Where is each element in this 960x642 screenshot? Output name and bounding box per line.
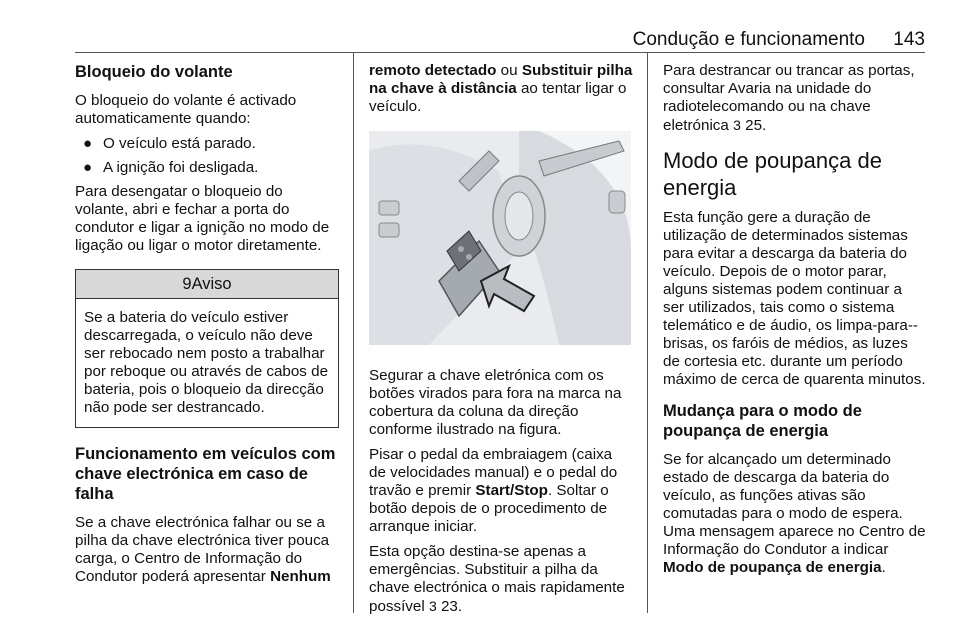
paragraph: Para desengatar o bloqueio do volante, abri e fechar a porta do condutor e ligar a ignição no modo de ligação ou ligar o motor diretamente. xyxy=(75,183,330,254)
bullet-icon: ● xyxy=(83,135,93,152)
list-item: ● A ignição foi desligada. xyxy=(83,159,259,176)
list-item: ● O veículo está parado. xyxy=(83,135,256,152)
page-reference[interactable]: 23. xyxy=(440,598,463,615)
paragraph: Para destrancar ou trancar as portas, consultar Avaria na unidade do radiotelecomando ou na chave eletrónica 3 25. xyxy=(663,62,915,134)
heading-steering-lock: Bloqueio do volante xyxy=(75,63,233,81)
column-divider-1 xyxy=(353,53,354,613)
column-3 xyxy=(663,62,927,584)
header-rule xyxy=(75,52,925,53)
page-reference-icon: 3 xyxy=(733,117,741,133)
page-header xyxy=(75,29,925,51)
paragraph: O bloqueio do volante é activado automaticamente quando: xyxy=(75,92,297,127)
heading-energy-saving-mode: Modo de poupança de energia xyxy=(663,148,882,200)
warning-title: Aviso xyxy=(191,275,232,293)
page-reference-icon: 3 xyxy=(428,598,437,614)
paragraph: Segurar a chave eletrónica com os botões virados para fora na marca na cobertura da coluna da direção conforme ilustrado na figura. xyxy=(369,367,622,438)
column-divider-2 xyxy=(647,53,648,613)
page-number: 143 xyxy=(893,29,925,50)
section-title: Condução e funcionamento xyxy=(632,29,865,50)
paragraph: remoto detectado ou Substituir pilha na chave à distância ao tentar ligar o veículo. xyxy=(369,62,633,115)
warning-header xyxy=(76,270,338,299)
warning-icon: 9 xyxy=(182,275,192,293)
paragraph: Esta opção destina-se apenas a emergências. Substituir a pilha da chave electrónica o mais rapidamente possível 3 23. xyxy=(369,543,625,615)
column-1 xyxy=(75,62,339,593)
heading-switch-energy-saving: Mudança para o modo de poupança de energia xyxy=(663,402,862,440)
page-reference[interactable]: 25. xyxy=(745,117,767,134)
bullet-list xyxy=(75,135,339,177)
paragraph: Se for alcançado um determinado estado de descarga da bateria do veículo, as funções ativas são comutadas para o modo de espera. Uma mensagem aparece no Centro de Informação do Condutor a indicar Modo de poupança de energia. xyxy=(663,451,926,576)
paragraph: Pisar o pedal da embraiagem (caixa de velocidades manual) e o pedal do travão e premir Start/Stop. Soltar o botão depois de o procedimento de arranque iniciar. xyxy=(369,446,618,535)
steering-column-illustration xyxy=(369,131,631,345)
paragraph: Esta função gere a duração de utilização de determinados sistemas para evitar a descarga da bateria do veículo. Depois de o motor parar, alguns sistemas podem continuar a ser utilizados, tais como o sistema telemático e de áudio, os limpa-para--brisas, os faróis de médios, as luzes de cortesia etc. durante um período máximo de cerca de quarenta minutos. xyxy=(663,209,926,388)
column-2 xyxy=(369,62,633,623)
warning-box xyxy=(75,269,339,428)
heading-electronic-key-failure: Funcionamento em veículos com chave electrónica em caso de falha xyxy=(75,445,336,503)
warning-text: Se a bateria do veículo estiver descarregada, o veículo não deve ser rebocado nem posto a trabalhar por reboque ou através de cabos de bateria, pois o bloqueio da direcção não pode ser destrancado. xyxy=(84,309,329,416)
steering-column-figure xyxy=(369,131,631,345)
bullet-icon: ● xyxy=(83,159,93,176)
paragraph: Se a chave electrónica falhar ou se a pilha da chave electrónica tiver pouca carga, o Centro de Informação do Condutor poderá apresentar Nenhum xyxy=(75,514,331,585)
